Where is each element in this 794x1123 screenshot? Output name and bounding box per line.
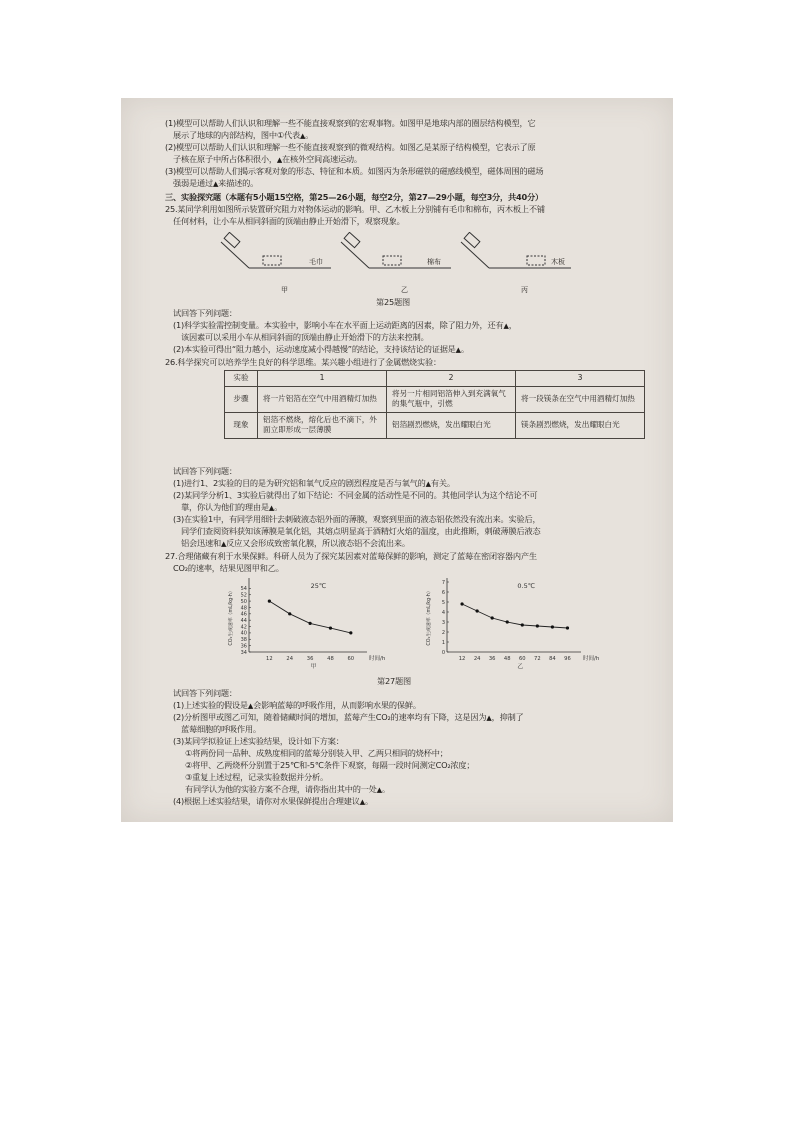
x-tick-label: 96 xyxy=(564,656,571,662)
x-axis-label: 时间/h xyxy=(583,656,600,662)
table-cell: 铝箔剧烈燃烧，发出耀眼白光 xyxy=(387,412,516,438)
y-tick-label: 5 xyxy=(441,599,445,606)
chart-yi xyxy=(421,576,601,674)
q27-1: (1)上述实验的假设是▲会影响蓝莓的呼吸作用，从而影响水果的保鲜。 xyxy=(173,700,421,710)
answer-blank: ▲ xyxy=(425,480,431,488)
chart-subtitle: 甲 xyxy=(310,664,317,670)
data-point xyxy=(288,612,291,615)
data-point xyxy=(349,631,352,634)
x-tick-label: 36 xyxy=(306,656,314,662)
series-line xyxy=(269,601,350,633)
x-tick-label: 60 xyxy=(347,656,355,662)
q26-3: (3)在实验1中，有同学用细针去刺破液态铝外面的薄膜，观察到里面的液态铝依然没有流出来。实验后， xyxy=(173,514,541,524)
x-tick-label: 72 xyxy=(534,656,541,662)
y-tick-label: 46 xyxy=(240,611,247,618)
question-27-stem: 27.合理储藏有利于水果保鲜。科研人员为了探究某因素对蓝莓保鲜的影响，测定了蓝莓在密闭容器内产生 xyxy=(165,551,537,561)
x-tick-label: 36 xyxy=(488,656,496,662)
q26-3-cont: 同学们查阅资料获知该薄膜是氧化铝，其熔点明显高于酒精灯火焰的温度，由此推断，刺破薄膜后液态 xyxy=(181,526,541,536)
q26-2-cont: 靠，你认为他们的理由是▲。 xyxy=(181,502,283,512)
data-point xyxy=(329,627,332,630)
table-cell: 实验 xyxy=(225,371,258,387)
x-tick-label: 84 xyxy=(549,656,556,662)
q27-3-note: 有同学认为他的实验方案不合理，请你指出其中的一处▲。 xyxy=(185,784,390,794)
ask-line: 试回答下列问题： xyxy=(173,308,237,318)
y-tick-label: 40 xyxy=(240,630,247,637)
data-point xyxy=(308,622,311,625)
y-tick-label: 1 xyxy=(441,639,445,646)
q26-3-cont2: 铝会迅速和▲反应又会形成致密氧化膜，所以液态铝不会流出来。 xyxy=(181,538,410,548)
q27-4: (4)根据上述实验结果，请你对水果保鲜提出合理建议▲。 xyxy=(173,796,373,806)
table-cell: 2 xyxy=(387,371,516,387)
answer-blank: ▲ xyxy=(268,504,275,512)
table-cell: 将一片铝箔在空气中用酒精灯加热 xyxy=(258,386,387,412)
y-tick-label: 48 xyxy=(240,605,247,612)
question-25-stem-cont: 任何材料，让小车从相同斜面的顶端由静止开始滑下，观察现象。 xyxy=(173,216,405,226)
q27-2-cont: 蓝莓细胞的呼吸作用。 xyxy=(181,724,261,734)
table-cell: 铝箔不燃烧，熔化后也不滴下，外面立即形成一层薄膜 xyxy=(258,412,387,438)
q25-2: (2)本实验可得出“阻力越小，运动速度减小得越慢”的结论，支持该结论的证据是▲。 xyxy=(173,344,469,354)
table-cell: 镁条剧烈燃烧，发出耀眼白光 xyxy=(516,412,645,438)
answer-blank: ▲ xyxy=(220,540,227,548)
text-line: 强弱是通过▲来描述的。 xyxy=(173,178,259,188)
answer-blank: ▲ xyxy=(276,156,283,164)
table-cell: 现象 xyxy=(225,412,258,438)
answer-blank: ▲ xyxy=(247,702,254,710)
answer-blank: ▲ xyxy=(376,786,382,794)
answer-blank: ▲ xyxy=(212,180,219,188)
y-tick-label: 44 xyxy=(240,617,247,624)
ramp-figure xyxy=(211,232,591,300)
data-point xyxy=(506,620,509,623)
y-tick-label: 6 xyxy=(441,589,445,596)
y-axis-label: CO₂生成速率（mL/kg·h） xyxy=(229,588,234,646)
y-tick-label: 4 xyxy=(441,609,445,616)
x-tick-label: 12 xyxy=(458,656,466,662)
answer-blank: ▲ xyxy=(503,322,509,330)
data-point xyxy=(566,626,569,629)
x-tick-label: 48 xyxy=(327,656,334,662)
figure-caption: 第25题图 xyxy=(376,297,410,307)
label-towel: 毛巾 xyxy=(309,258,323,266)
data-point xyxy=(521,623,524,626)
table-cell: 步骤 xyxy=(225,386,258,412)
answer-blank: ▲ xyxy=(455,346,461,354)
chart-title: 25℃ xyxy=(310,582,327,590)
scanned-exam-page xyxy=(121,98,673,822)
x-axis-label: 时间/h xyxy=(369,656,386,662)
figure-caption: 第27题图 xyxy=(377,676,411,686)
q27-2: (2)分析图甲或图乙可知，随着储藏时间的增加，蓝莓产生CO₂的速率均有下降，这是因为▲，抑制了 xyxy=(173,712,524,722)
x-tick-label: 12 xyxy=(266,656,273,662)
y-tick-label: 50 xyxy=(240,598,247,605)
q27-3-step3: ③重复上述过程，记录实验数据并分析。 xyxy=(185,772,328,782)
y-tick-label: 3 xyxy=(441,619,445,626)
label-board: 木板 xyxy=(551,258,565,266)
q25-1: (1)科学实验需控制变量。本实验中，影响小车在水平面上运动距离的因素，除了阻力外，还有▲， xyxy=(173,320,517,330)
x-tick-label: 24 xyxy=(473,656,481,662)
chart-subtitle: 乙 xyxy=(517,664,524,670)
text-line: 展示了地球的内部结构，图中①代表▲。 xyxy=(173,130,314,140)
table-cell: 将另一片相同铝箔伸入到充满氧气的集气瓶中，引燃 xyxy=(387,386,516,412)
answer-blank: ▲ xyxy=(299,132,306,140)
data-point xyxy=(476,609,479,612)
text-line: (2)模型可以帮助人们认识和理解一些不能直接观察到的微观结构。如图乙是某原子结构模型，它表示了原 xyxy=(165,142,536,152)
x-tick-label: 48 xyxy=(503,656,511,662)
y-tick-label: 2 xyxy=(441,629,445,636)
answer-blank: ▲ xyxy=(359,798,365,806)
table-cell: 1 xyxy=(258,371,387,387)
chart-jia xyxy=(221,576,391,674)
q27-3-step1: ①将两份同一品种、成熟度相同的蓝莓分别装入甲、乙两只相同的烧杯中； xyxy=(185,748,448,758)
data-point xyxy=(536,624,539,627)
question-25-stem: 25.某同学利用如图所示装置研究阻力对物体运动的影响。甲、乙木板上分别铺有毛巾和棉布，丙木板上不铺 xyxy=(165,204,545,214)
question-26-stem: 26.科学探究可以培养学生良好的科学思维。某兴趣小组进行了金属燃烧实验： xyxy=(165,357,442,367)
q26-1: (1)进行1、2实验的目的是为研究铝和氧气反应的剧烈程度是否与氧气的▲有关。 xyxy=(173,478,455,488)
table-cell: 将一段镁条在空气中用酒精灯加热 xyxy=(516,386,645,412)
q25-1-cont: 该因素可以采用小车从相同斜面的顶端由静止开始滑下的方法来控制。 xyxy=(181,332,429,342)
q26-2: (2)某同学分析1、3实验后就得出了如下结论：不同金属的活动性是不同的。其他同学认为这个结论不可 xyxy=(173,490,538,500)
label-jia: 甲 xyxy=(281,286,288,294)
text-line: (1)模型可以帮助人们认识和理解一些不能直接观察到的宏观事物。如图甲是地球内部的圈层结构模型，它 xyxy=(165,118,536,128)
data-point xyxy=(268,599,271,602)
label-cotton: 棉布 xyxy=(427,258,441,266)
q27-3: (3)某同学拟验证上述实验结果，设计如下方案： xyxy=(173,736,344,746)
text-line: (3)模型可以帮助人们揭示客观对象的形态、特征和本质。如图丙为条形磁铁的磁感线模型，磁体周围的磁场 xyxy=(165,166,544,176)
section-heading: 三、实验探究题（本题有5小题15空格，第25—26小题，每空2分，第27—29小题，每空3分，共40分） xyxy=(165,192,543,202)
y-tick-label: 0 xyxy=(441,649,445,656)
answer-blank: ▲ xyxy=(486,714,492,722)
data-point xyxy=(491,616,494,619)
data-point xyxy=(551,625,554,628)
chart-title: 0.5℃ xyxy=(517,582,536,590)
y-tick-label: 34 xyxy=(240,649,247,656)
y-tick-label: 36 xyxy=(240,643,247,650)
text-line: 子核在原子中所占体积很小，▲在核外空间高速运动。 xyxy=(173,154,362,164)
y-tick-label: 52 xyxy=(240,592,247,599)
y-axis-label: CO₂生成速率（mL/kg·h） xyxy=(427,588,432,646)
experiment-table xyxy=(224,370,645,439)
data-point xyxy=(460,602,463,605)
x-tick-label: 60 xyxy=(518,656,526,662)
question-27-stem-cont: CO₂的速率，结果见图甲和乙。 xyxy=(173,563,284,573)
x-tick-label: 24 xyxy=(286,656,294,662)
y-tick-label: 54 xyxy=(240,586,247,593)
series-line xyxy=(462,604,567,628)
ask-line: 试回答下列问题： xyxy=(173,466,237,476)
label-yi: 乙 xyxy=(401,286,408,294)
y-tick-label: 38 xyxy=(240,637,247,644)
y-tick-label: 7 xyxy=(441,579,445,586)
y-tick-label: 42 xyxy=(240,624,247,631)
ask-line: 试回答下列问题： xyxy=(173,688,237,698)
q27-3-step2: ②将甲、乙两烧杯分别置于25℃和-5℃条件下观察，每隔一段时间测定CO₂浓度； xyxy=(185,760,475,770)
label-bing: 丙 xyxy=(521,286,528,294)
table-cell: 3 xyxy=(516,371,645,387)
